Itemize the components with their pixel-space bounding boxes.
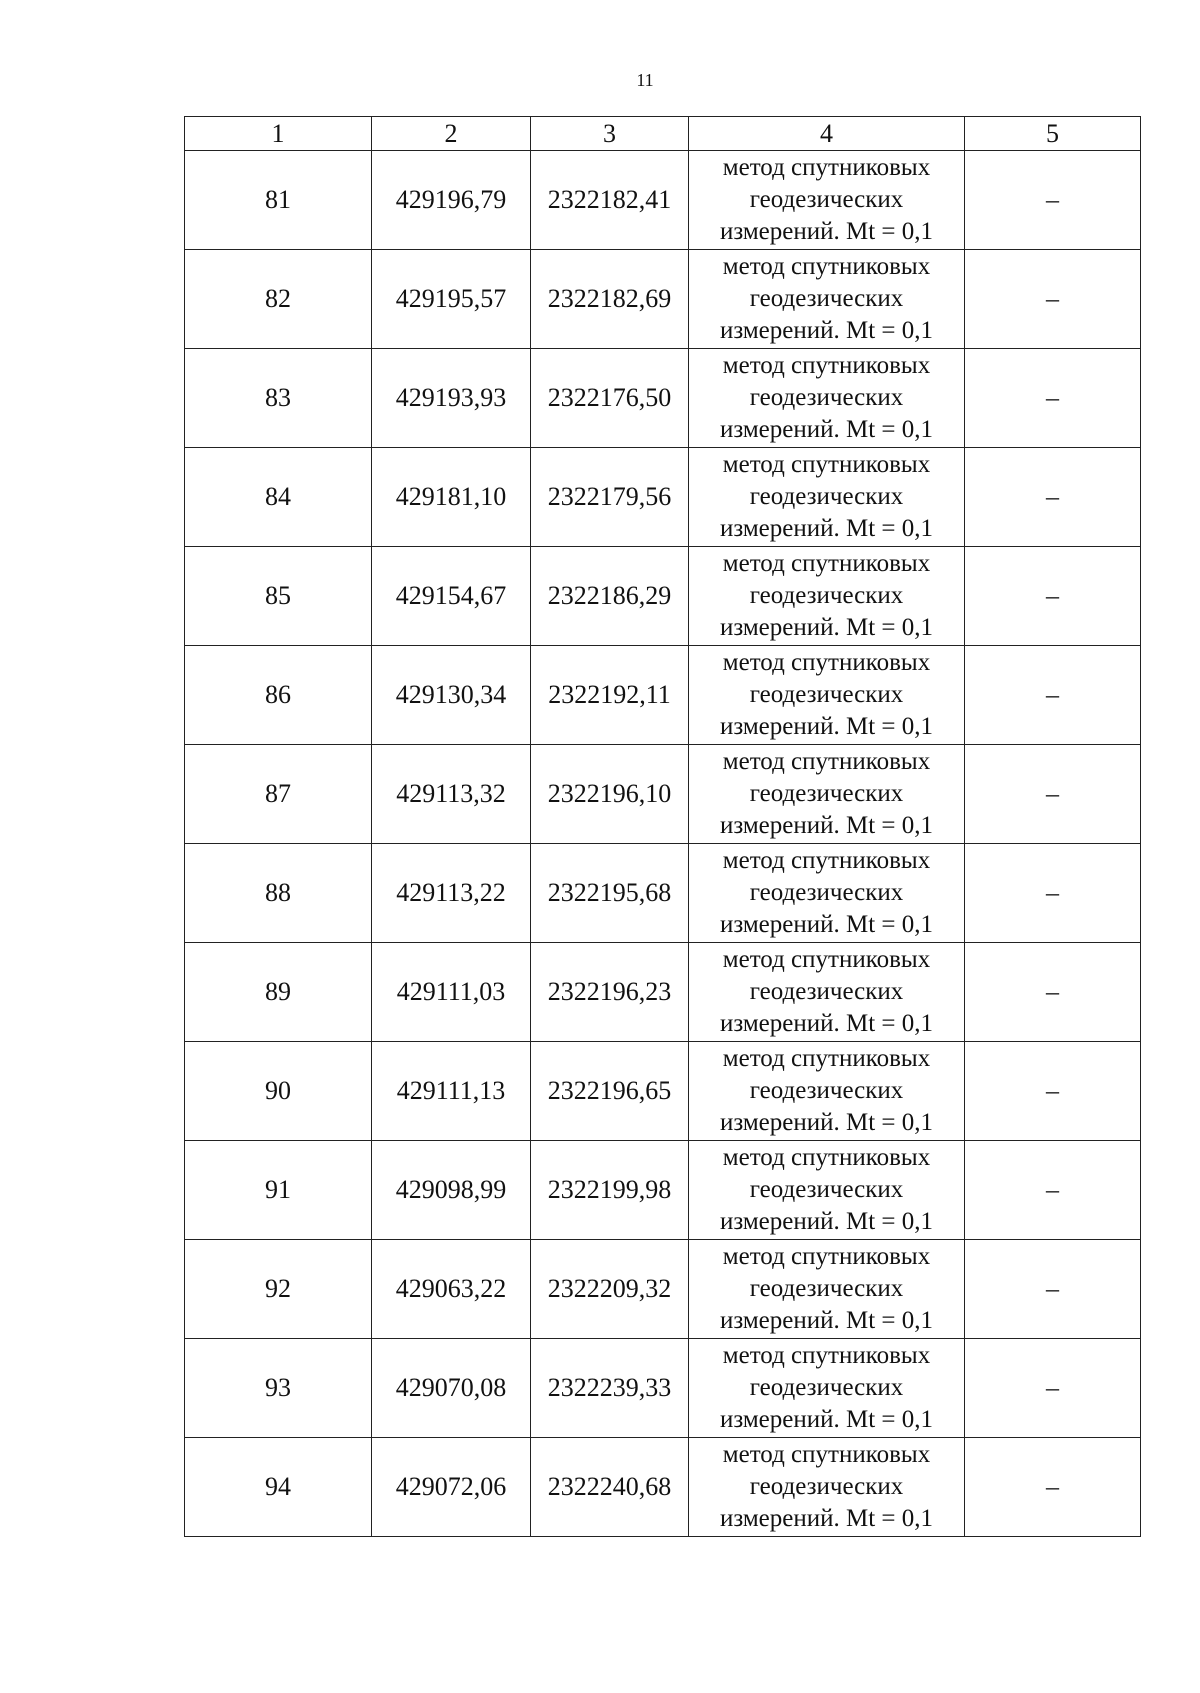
method-line: метод спутниковых <box>722 253 931 280</box>
column-header-5: 5 <box>965 117 1141 151</box>
method-line: метод спутниковых <box>722 1342 931 1369</box>
y-coordinate-cell: 2322240,68 <box>531 1438 689 1537</box>
method-line: измерений. Mt = 0,1 <box>719 1505 934 1532</box>
method-line: метод спутниковых <box>722 649 931 676</box>
table-header <box>185 117 1141 151</box>
method-line: геодезических <box>749 1374 904 1401</box>
note-cell: – <box>965 1240 1141 1339</box>
method-line: измерений. Mt = 0,1 <box>719 713 934 740</box>
point-number-cell: 93 <box>185 1339 372 1438</box>
method-cell <box>689 151 965 250</box>
method-line: измерений. Mt = 0,1 <box>719 911 934 938</box>
y-coordinate-cell: 2322182,41 <box>531 151 689 250</box>
method-cell <box>689 448 965 547</box>
point-number-cell: 94 <box>185 1438 372 1537</box>
method-cell <box>689 745 965 844</box>
y-coordinate-cell: 2322196,10 <box>531 745 689 844</box>
method-line: измерений. Mt = 0,1 <box>719 515 934 542</box>
column-header-2: 2 <box>372 117 531 151</box>
method-line: метод спутниковых <box>722 451 931 478</box>
table-row <box>185 1438 1141 1537</box>
x-coordinate-cell: 429181,10 <box>372 448 531 547</box>
method-cell <box>689 1339 965 1438</box>
method-line: измерений. Mt = 0,1 <box>719 416 934 443</box>
method-cell <box>689 943 965 1042</box>
point-number-cell: 83 <box>185 349 372 448</box>
method-line: измерений. Mt = 0,1 <box>719 1010 934 1037</box>
note-cell: – <box>965 844 1141 943</box>
method-cell <box>689 1141 965 1240</box>
table-row <box>185 448 1141 547</box>
note-cell: – <box>965 1141 1141 1240</box>
point-number-cell: 82 <box>185 250 372 349</box>
method-line: геодезических <box>749 483 904 510</box>
method-line: метод спутниковых <box>722 847 931 874</box>
y-coordinate-cell: 2322176,50 <box>531 349 689 448</box>
table-row <box>185 1240 1141 1339</box>
y-coordinate-cell: 2322195,68 <box>531 844 689 943</box>
table-row <box>185 349 1141 448</box>
method-line: метод спутниковых <box>722 1045 931 1072</box>
point-number-cell: 85 <box>185 547 372 646</box>
note-cell: – <box>965 1339 1141 1438</box>
point-number-cell: 91 <box>185 1141 372 1240</box>
method-line: метод спутниковых <box>722 1441 931 1468</box>
y-coordinate-cell: 2322192,11 <box>531 646 689 745</box>
y-coordinate-cell: 2322186,29 <box>531 547 689 646</box>
point-number-cell: 89 <box>185 943 372 1042</box>
method-line: метод спутниковых <box>722 1243 931 1270</box>
method-line: геодезических <box>749 1077 904 1104</box>
method-line: метод спутниковых <box>722 154 931 181</box>
method-line: геодезических <box>749 681 904 708</box>
x-coordinate-cell: 429111,03 <box>372 943 531 1042</box>
table-row <box>185 1042 1141 1141</box>
method-cell <box>689 1240 965 1339</box>
method-cell <box>689 349 965 448</box>
x-coordinate-cell: 429195,57 <box>372 250 531 349</box>
header-row <box>185 117 1141 151</box>
x-coordinate-cell: 429113,32 <box>372 745 531 844</box>
x-coordinate-cell: 429072,06 <box>372 1438 531 1537</box>
x-coordinate-cell: 429113,22 <box>372 844 531 943</box>
method-line: геодезических <box>749 186 904 213</box>
table-row <box>185 745 1141 844</box>
coordinates-table <box>184 116 1141 1537</box>
table-row <box>185 1141 1141 1240</box>
method-line: измерений. Mt = 0,1 <box>719 1307 934 1334</box>
table-row <box>185 547 1141 646</box>
note-cell: – <box>965 745 1141 844</box>
y-coordinate-cell: 2322196,65 <box>531 1042 689 1141</box>
method-line: геодезических <box>749 978 904 1005</box>
table-body <box>185 151 1141 1537</box>
method-line: метод спутниковых <box>722 550 931 577</box>
y-coordinate-cell: 2322182,69 <box>531 250 689 349</box>
method-line: геодезических <box>749 582 904 609</box>
note-cell: – <box>965 151 1141 250</box>
method-line: измерений. Mt = 0,1 <box>719 812 934 839</box>
x-coordinate-cell: 429063,22 <box>372 1240 531 1339</box>
method-line: измерений. Mt = 0,1 <box>719 218 934 245</box>
method-line: геодезических <box>749 1176 904 1203</box>
point-number-cell: 86 <box>185 646 372 745</box>
note-cell: – <box>965 349 1141 448</box>
note-cell: – <box>965 1042 1141 1141</box>
method-line: метод спутниковых <box>722 748 931 775</box>
method-line: геодезических <box>749 285 904 312</box>
method-line: метод спутниковых <box>722 1144 931 1171</box>
x-coordinate-cell: 429098,99 <box>372 1141 531 1240</box>
x-coordinate-cell: 429130,34 <box>372 646 531 745</box>
x-coordinate-cell: 429111,13 <box>372 1042 531 1141</box>
method-cell <box>689 646 965 745</box>
table-row <box>185 844 1141 943</box>
method-cell <box>689 844 965 943</box>
table-row <box>185 1339 1141 1438</box>
note-cell: – <box>965 250 1141 349</box>
x-coordinate-cell: 429154,67 <box>372 547 531 646</box>
method-line: геодезических <box>749 780 904 807</box>
note-cell: – <box>965 1438 1141 1537</box>
y-coordinate-cell: 2322179,56 <box>531 448 689 547</box>
method-line: геодезических <box>749 879 904 906</box>
x-coordinate-cell: 429070,08 <box>372 1339 531 1438</box>
y-coordinate-cell: 2322199,98 <box>531 1141 689 1240</box>
method-line: геодезических <box>749 1275 904 1302</box>
point-number-cell: 87 <box>185 745 372 844</box>
column-header-1: 1 <box>185 117 372 151</box>
page-number: 11 <box>636 70 654 90</box>
method-cell <box>689 1042 965 1141</box>
y-coordinate-cell: 2322239,33 <box>531 1339 689 1438</box>
column-header-4: 4 <box>689 117 965 151</box>
method-line: измерений. Mt = 0,1 <box>719 614 934 641</box>
method-cell <box>689 250 965 349</box>
method-line: метод спутниковых <box>722 352 931 379</box>
method-line: измерений. Mt = 0,1 <box>719 1208 934 1235</box>
note-cell: – <box>965 646 1141 745</box>
point-number-cell: 81 <box>185 151 372 250</box>
method-line: измерений. Mt = 0,1 <box>719 1109 934 1136</box>
method-line: измерений. Mt = 0,1 <box>719 317 934 344</box>
method-line: геодезических <box>749 1473 904 1500</box>
note-cell: – <box>965 943 1141 1042</box>
y-coordinate-cell: 2322196,23 <box>531 943 689 1042</box>
note-cell: – <box>965 547 1141 646</box>
point-number-cell: 92 <box>185 1240 372 1339</box>
y-coordinate-cell: 2322209,32 <box>531 1240 689 1339</box>
method-line: геодезических <box>749 384 904 411</box>
method-line: измерений. Mt = 0,1 <box>719 1406 934 1433</box>
table-row <box>185 250 1141 349</box>
point-number-cell: 90 <box>185 1042 372 1141</box>
note-cell: – <box>965 448 1141 547</box>
method-line: метод спутниковых <box>722 946 931 973</box>
table-row <box>185 943 1141 1042</box>
table-row <box>185 151 1141 250</box>
x-coordinate-cell: 429193,93 <box>372 349 531 448</box>
method-cell <box>689 1438 965 1537</box>
x-coordinate-cell: 429196,79 <box>372 151 531 250</box>
column-header-3: 3 <box>531 117 689 151</box>
point-number-cell: 84 <box>185 448 372 547</box>
point-number-cell: 88 <box>185 844 372 943</box>
table-row <box>185 646 1141 745</box>
method-cell <box>689 547 965 646</box>
